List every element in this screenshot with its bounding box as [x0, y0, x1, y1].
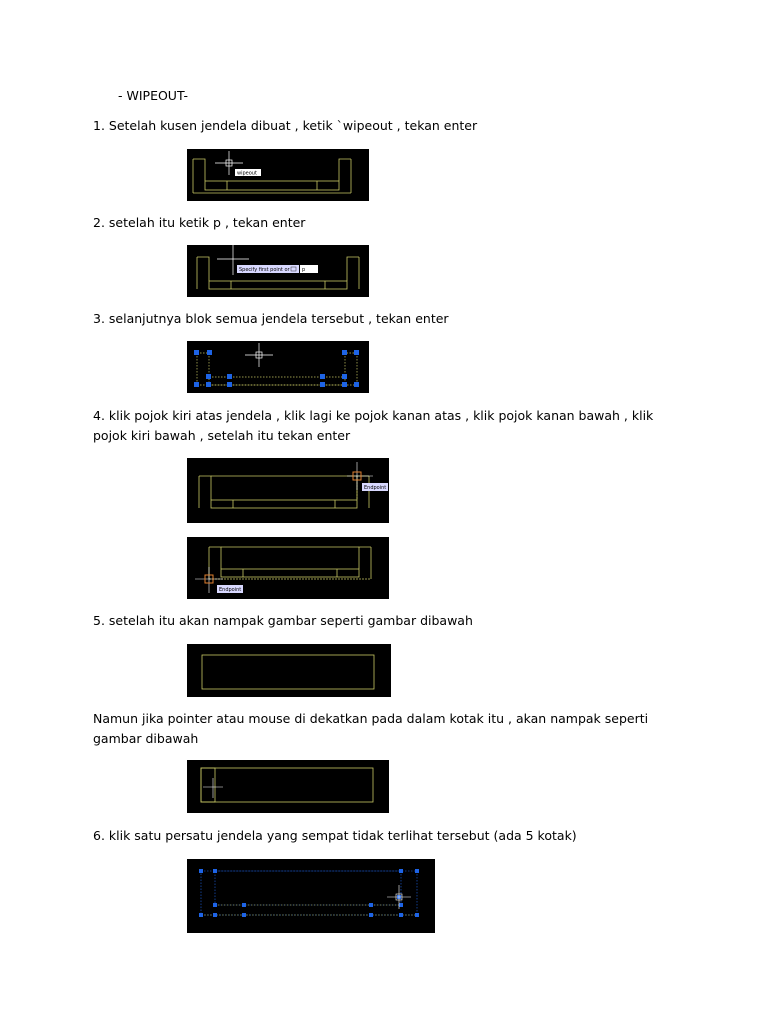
step-6-text: 6. klik satu persatu jendela yang sempat tidak terlihat tersebut (ada 5 kotak): [93, 828, 577, 843]
screenshot-step-5: [187, 644, 391, 697]
doc-title: - WIPEOUT-: [118, 88, 188, 103]
note-text: Namun jika pointer atau mouse di dekatkan pada dalam kotak itu , akan nampak seperti gambar dibawah: [93, 711, 649, 746]
step-3-text: 3. selanjutnya blok semua jendela tersebut , tekan enter: [93, 311, 449, 326]
step-2-prompt: Specify first point or: [239, 267, 290, 273]
screenshot-note: [187, 760, 389, 813]
step-2-text: 2. setelah itu ketik p , tekan enter: [93, 215, 306, 230]
screenshot-step-6: [187, 859, 435, 933]
step-4b-snap-label: Endpoint: [219, 587, 242, 593]
screenshot-step-1: [187, 149, 369, 201]
screenshot-step-4a: [187, 458, 389, 523]
step-2-input: p: [302, 267, 306, 273]
step-4-text: 4. klik pojok kiri atas jendela , klik lagi ke pojok kanan atas , klik pojok kanan bawah , klik pojok kiri bawah , setelah itu tekan enter: [93, 408, 654, 443]
step-1-tooltip: wipeout: [237, 170, 257, 177]
step-4a-snap-label: Endpoint: [364, 485, 387, 491]
screenshot-step-3: [187, 341, 369, 393]
step-1-text: 1. Setelah kusen jendela dibuat , ketik `wipeout , tekan enter: [93, 118, 478, 133]
step-5-text: 5. setelah itu akan nampak gambar seperti gambar dibawah: [93, 613, 473, 628]
screenshot-step-2: [187, 245, 369, 297]
screenshot-step-4b: [187, 537, 389, 599]
